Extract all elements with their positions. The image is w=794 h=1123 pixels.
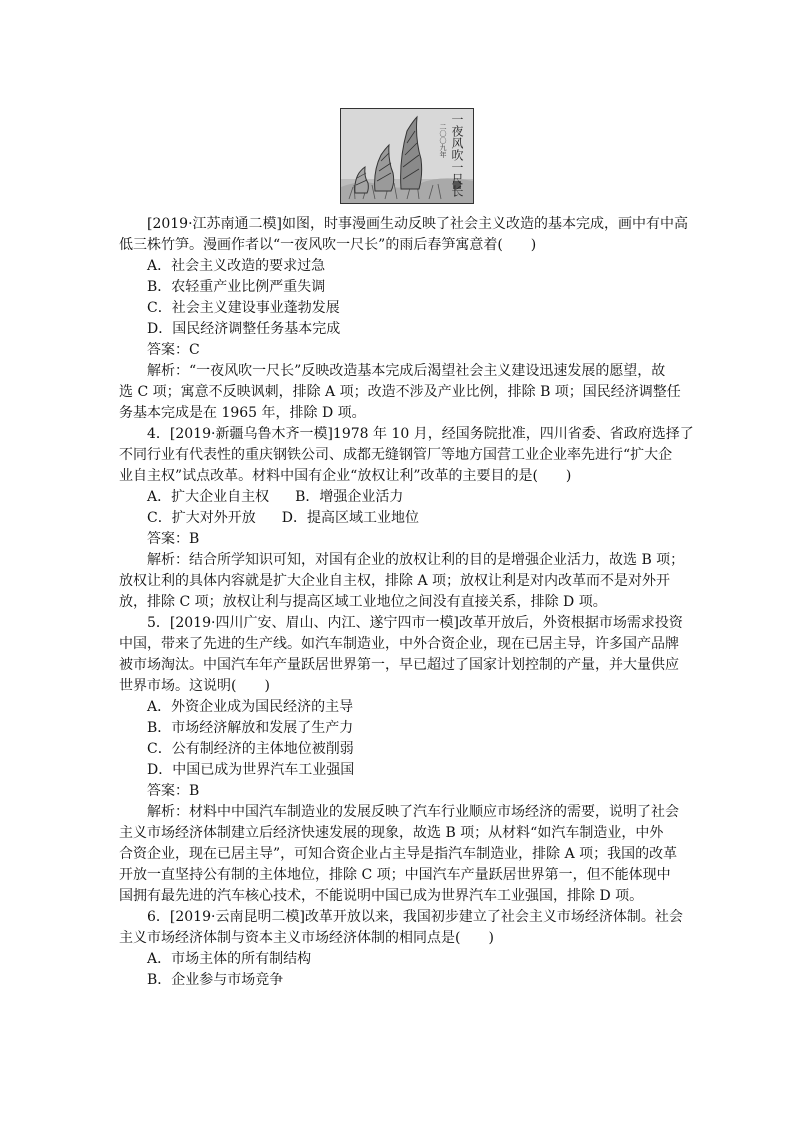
q6-option-b: B．企业参与市场竞争	[147, 972, 284, 988]
q4-option-b: B．增强企业活力	[295, 489, 404, 505]
q3-option-a: A．社会主义改造的要求过急	[147, 258, 326, 274]
q4-answer: 答案：B	[147, 531, 200, 547]
q5-stem-line-4: 世界市场。这说明( )	[119, 678, 270, 694]
q4-stem-line-3: 业自主权”试点改革。材料中国有企业“放权让利”改革的主要目的是( )	[119, 468, 572, 484]
bamboo-shoots-cartoon	[340, 108, 474, 204]
q6-option-a: A．市场主体的所有制结构	[147, 951, 312, 967]
q4-option-d: D．提高区域工业地位	[281, 510, 419, 526]
q6-stem-line-2: 主义市场经济体制与资本主义市场经济体制的相同点是( )	[119, 930, 494, 946]
q4-stem-line-1: 4．[2019·新疆乌鲁木齐一模]1978 年 10 月，经国务院批准，四川省委、省政府选择了	[147, 426, 694, 442]
q3-analysis-line-3: 务基本完成是在 1965 年，排除 D 项。	[119, 405, 366, 421]
q5-option-c: C．公有制经济的主体地位被削弱	[147, 741, 354, 757]
q4-analysis-line-1: 解析：结合所学知识可知，对国有企业的放权让利的目的是增强企业活力，故选 B 项；	[147, 552, 685, 568]
q3-option-b: B．农轻重产业比例严重失调	[147, 279, 326, 295]
q5-answer: 答案：B	[147, 783, 200, 799]
q4-option-c: C．扩大对外开放	[147, 510, 256, 526]
q5-stem-line-1: 5．[2019·四川广安、眉山、内江、遂宁四市一模]改革开放后，外资根据市场需求投资	[147, 615, 683, 631]
q5-option-a: A．外资企业成为国民经济的主导	[147, 699, 354, 715]
q5-analysis-line-3: 合资企业，现在已居主导”，可知合资企业占主导是指汽车制造业，排除 A 项；我国的改革	[119, 846, 678, 862]
q5-stem-line-2: 中国，带来了先进的生产线。如汽车制造业，中外合资企业，现在已居主导，许多国产品牌	[119, 636, 679, 652]
q4-options-row-1	[147, 487, 652, 508]
q6-stem-line-1: 6．[2019·云南昆明二模]改革开放以来，我国初步建立了社会主义市场经济体制。社会	[147, 909, 683, 925]
q3-stem-line-1: [2019·江苏南通二模]如图，时事漫画生动反映了社会主义改造的基本完成，画中有中高	[147, 216, 689, 232]
q3-option-d: D．国民经济调整任务基本完成	[147, 321, 341, 337]
q4-options-row-2	[147, 508, 652, 529]
q4-stem-line-2: 不同行业有代表性的重庆钢铁公司、成都无缝钢管厂等地方国营工业企业率先进行“扩大企	[119, 447, 673, 463]
q3-stem-line-2: 低三株竹笋。漫画作者以“一夜风吹一尺长”的雨后春笋寓意着( )	[119, 237, 537, 253]
q3-analysis-line-1: 解析：“一夜风吹一尺长”反映改造基本完成后渴望社会主义建设迅速发展的愿望，故	[147, 363, 666, 379]
q5-option-d: D．中国已成为世界汽车工业强国	[147, 762, 355, 778]
q3-analysis-line-2: 选 C 项；寓意不反映讽刺，排除 A 项；改造不涉及产业比例，排除 B 项；国民经济调整任	[119, 384, 681, 400]
q5-analysis-line-5: 国拥有最先进的汽车核心技术，不能说明中国已成为世界汽车工业强国，排除 D 项。	[119, 888, 644, 904]
q5-analysis-line-4: 开放一直坚持公有制的主体地位，排除 C 项；中国汽车产量跃居世界第一，但不能体现中	[119, 867, 671, 883]
q4-option-a: A．扩大企业自主权	[147, 489, 270, 505]
q4-analysis-line-2: 放权让利的具体内容就是扩大企业自主权，排除 A 项；放权让利是对内改革而不是对外开	[119, 573, 671, 589]
questions-body	[119, 214, 694, 991]
q3-answer: 答案：C	[147, 342, 200, 358]
q5-analysis-line-2: 主义市场经济体制建立后经济快速发展的现象，故选 B 项；从材料“如汽车制造业，中外	[119, 825, 664, 841]
q5-option-b: B．市场经济解放和发展了生产力	[147, 720, 354, 736]
cartoon-date-vertical: 二〇〇九年	[439, 123, 447, 158]
q3-option-c: C．社会主义建设事业蓬勃发展	[147, 300, 340, 316]
cartoon-caption-vertical: 一夜风吹一尺长	[450, 113, 464, 197]
q5-analysis-line-1: 解析：材料中中国汽车制造业的发展反映了汽车行业顺应市场经济的需要，说明了社会	[147, 804, 679, 820]
q5-stem-line-3: 被市场淘汰。中国汽车年产量跃居世界第一，早已超过了国家计划控制的产量，并大量供应	[119, 657, 679, 673]
q4-analysis-line-3: 放，排除 C 项；放权让利与提高区域工业地位之间没有直接关系，排除 D 项。	[119, 594, 607, 610]
